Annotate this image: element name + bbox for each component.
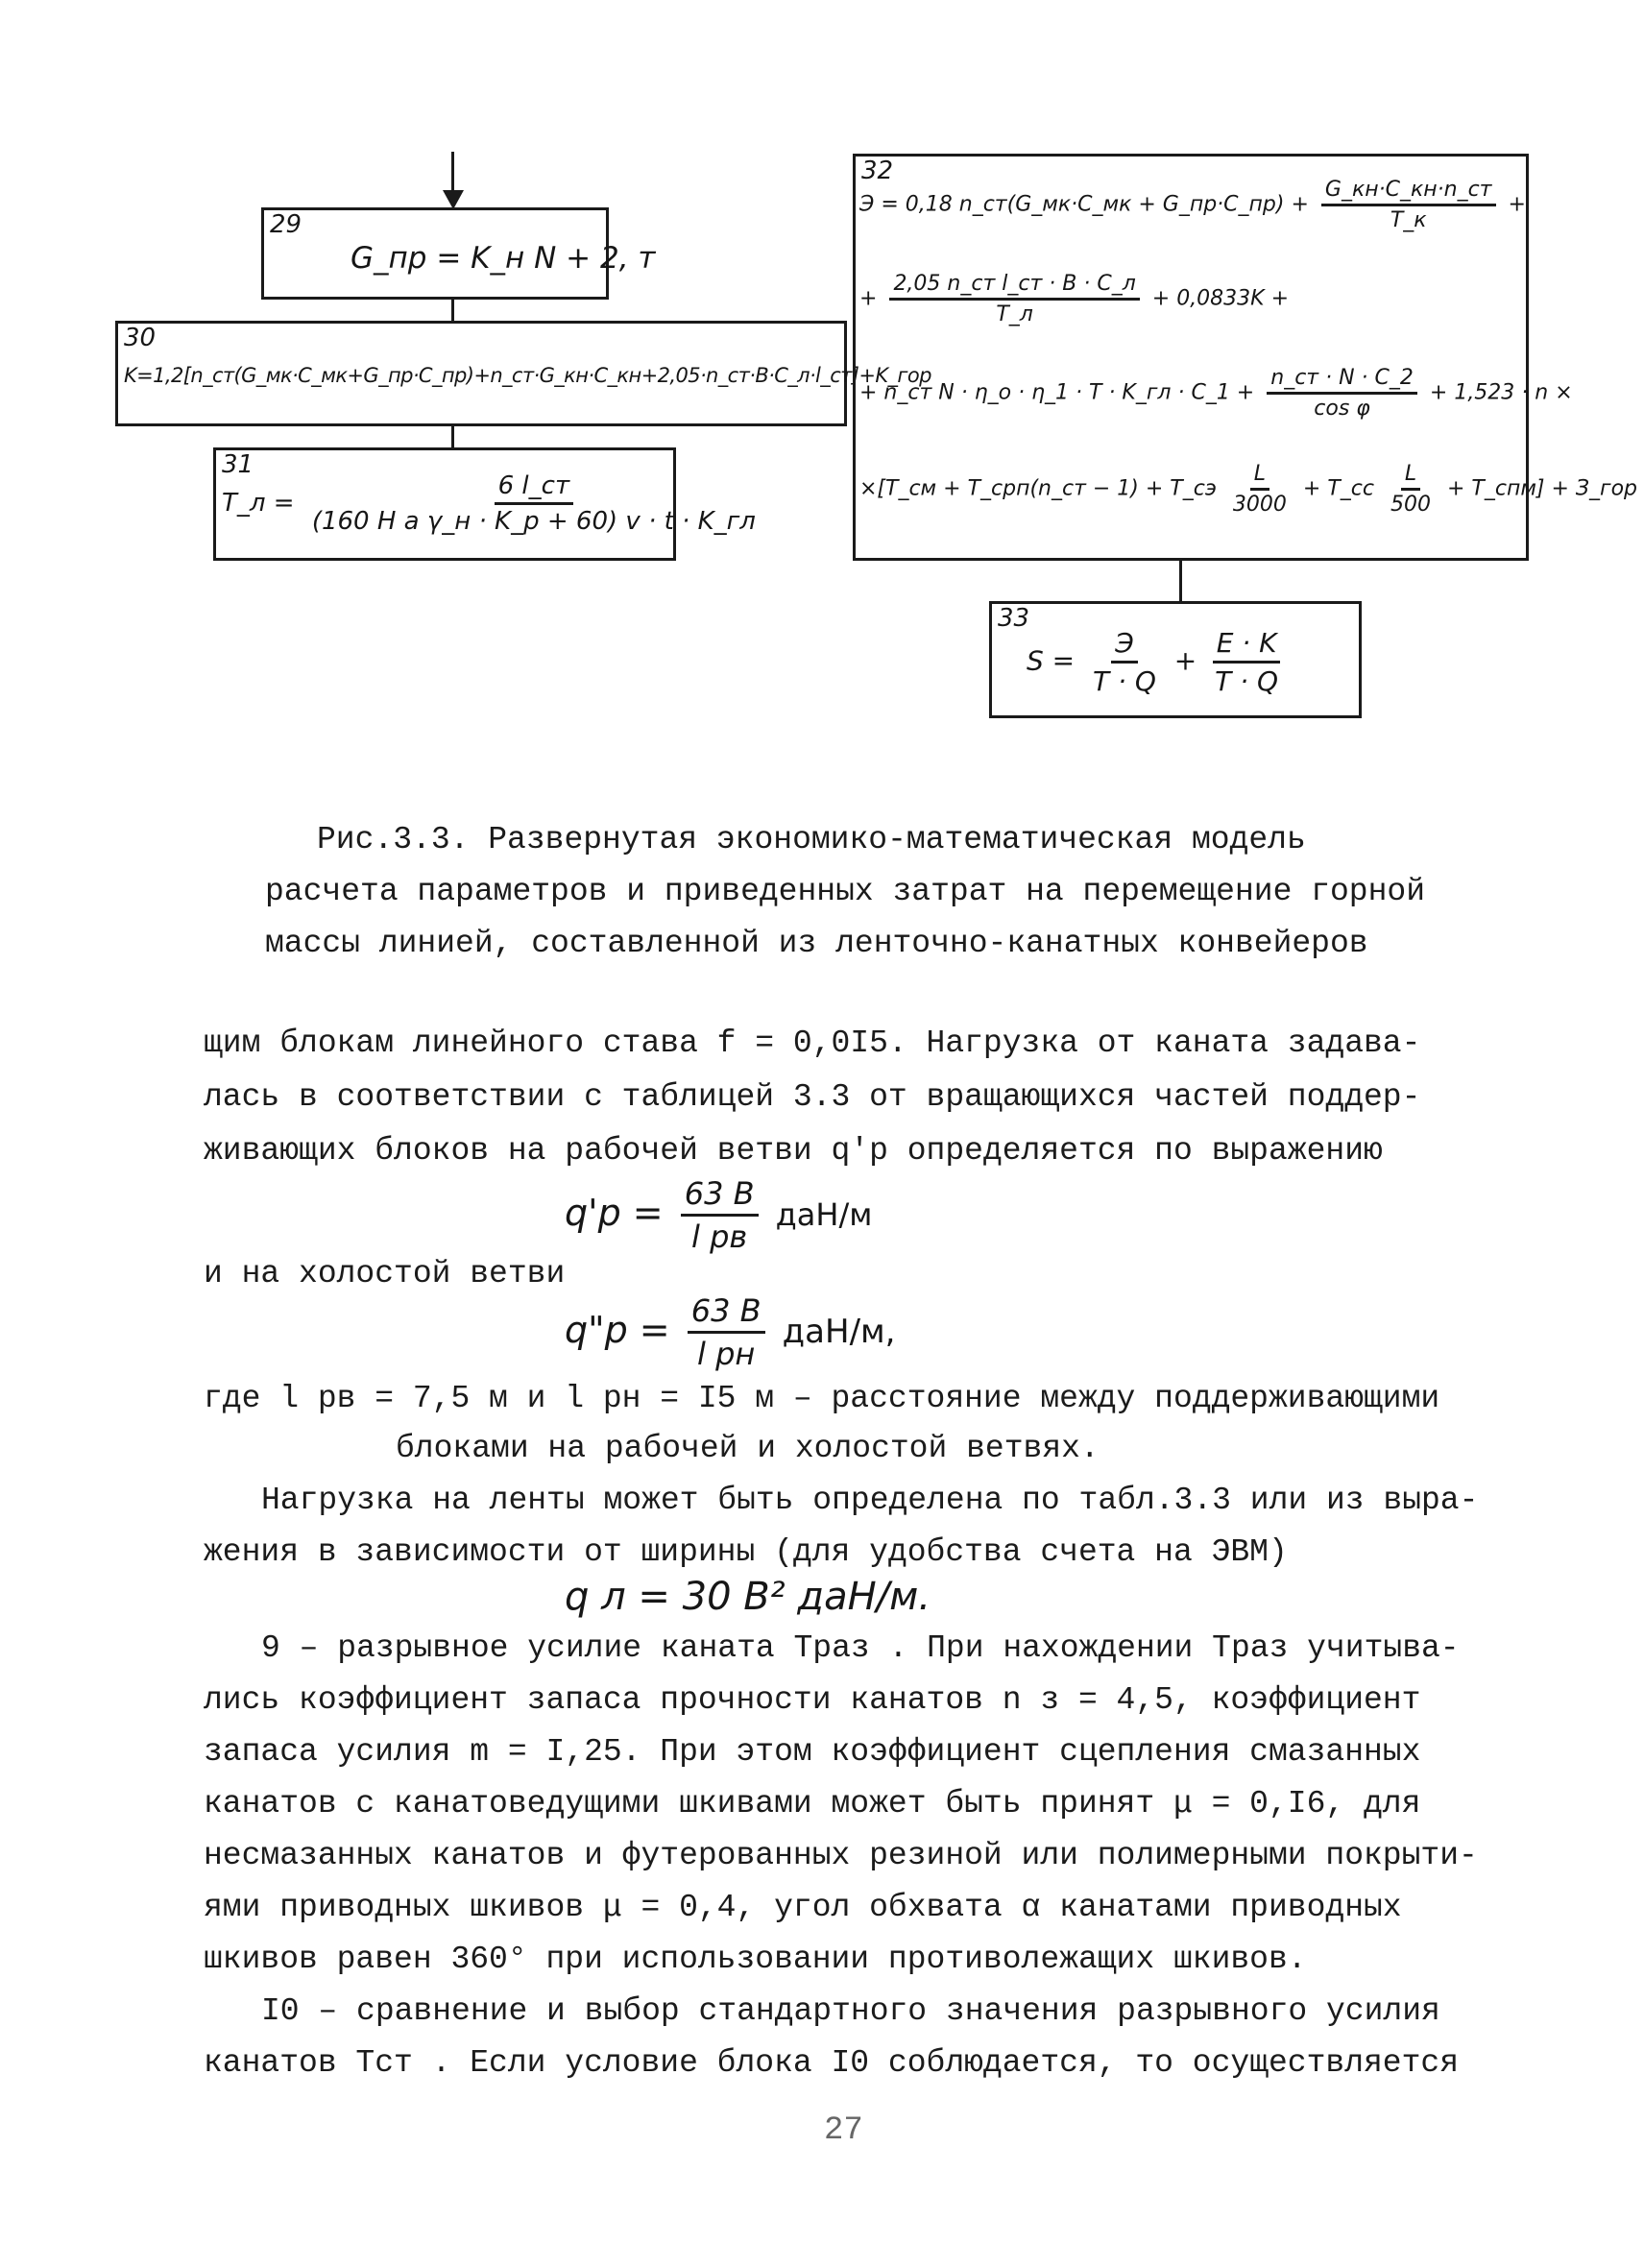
connector-29-30: [451, 300, 454, 323]
connector-30-31: [451, 426, 454, 449]
block-29-formula: G_пр = K_н N + 2, т: [351, 241, 656, 276]
block-31-numerator: 6 l_ст: [495, 471, 573, 505]
block-31-fraction: [308, 471, 760, 536]
block-number: 32: [861, 157, 894, 185]
block-31-formula: [222, 471, 765, 536]
block-31-denominator: (160 H a γ_н · K_p + 60) v · t · K_гл: [311, 507, 756, 536]
body-line: I0 – сравнение и выбор стандартного значения разрывного усилия: [261, 1993, 1440, 2029]
block-32-row-3: [859, 366, 1573, 421]
body-line: лись коэффициент запаса прочности канатов n з = 4,5, коэффициент: [204, 1682, 1421, 1718]
body-line: лась в соответствии с таблицей 3.3 от вращающихся частей поддер-: [204, 1079, 1421, 1115]
connector-32-33: [1179, 561, 1182, 603]
page-number: 27: [824, 2112, 863, 2149]
row-text: + 1,523 · n ×: [1429, 380, 1573, 405]
numerator: L: [1401, 462, 1420, 491]
caption-line: расчета параметров и приведенных затрат на перемещение горной: [265, 874, 1425, 909]
denominator: T_л: [996, 302, 1033, 326]
block-30: [115, 321, 931, 426]
block-31-lhs: T_л =: [222, 489, 295, 518]
caption-line: массы линией, составленной из ленточно-канатных конвейеров: [265, 926, 1368, 961]
numerator: 63 B: [681, 1175, 759, 1217]
equation-q-working: [565, 1175, 872, 1255]
body-line: блоками на рабочей и холостой ветвях.: [396, 1431, 1100, 1466]
row-fraction: [1321, 178, 1496, 232]
block-32: [853, 154, 1638, 561]
numerator: n_ст · N · C_2: [1267, 366, 1417, 395]
row-text: + T_сс: [1302, 476, 1374, 501]
denominator: T_к: [1390, 208, 1427, 232]
block-number: 33: [998, 604, 1030, 633]
fraction: [1211, 627, 1282, 697]
body-line: ями приводных шкивов μ = 0,4, угол обхвата α канатами приводных: [204, 1890, 1402, 1925]
denominator: 3000: [1232, 493, 1287, 517]
numerator: E · K: [1213, 627, 1281, 664]
body-line: живающих блоков на рабочей ветви q'р определяется по выражению: [204, 1133, 1383, 1169]
body-line: канатов Тст . Если условие блока I0 соблюдается, то осуществляется: [204, 2045, 1460, 2081]
body-line: 9 – разрывное усилие каната Траз . При нахождении Траз учитыва-: [261, 1630, 1460, 1666]
row-fraction: [1267, 366, 1417, 421]
numerator: 63 B: [688, 1292, 765, 1334]
denominator: l рн: [697, 1336, 756, 1372]
numerator: Э: [1111, 627, 1138, 664]
row-text: + n_ст N · η_о · η_1 · T · K_гл · C_1 +: [859, 380, 1255, 405]
row-text: ×[T_см + T_срп(n_ст − 1) + T_сэ: [859, 476, 1217, 501]
row-text: +: [859, 286, 878, 311]
figure-caption: [265, 814, 1517, 970]
denominator: T · Q: [1093, 665, 1156, 697]
denominator: l рв: [691, 1218, 748, 1255]
block-33-formula: [1027, 627, 1288, 697]
row-fraction: [889, 272, 1139, 326]
body-line: канатов с канатоведущими шкивами может быть принят μ = 0,I6, для: [204, 1786, 1421, 1822]
eq-unit: даН/м: [775, 1196, 873, 1233]
arrow-down-icon: [443, 190, 464, 209]
block-33: [989, 601, 1362, 718]
fraction: [1089, 627, 1160, 697]
plus-sign: +: [1173, 644, 1197, 677]
eq-unit: даН/м,: [782, 1313, 896, 1351]
row-text: Э = 0,18 n_ст(G_мк·C_мк + G_пр·C_пр) +: [859, 192, 1309, 217]
body-line: шкивов равен 360° при использовании противолежащих шкивов.: [204, 1942, 1307, 1977]
block-32-row-4: [859, 462, 1637, 517]
row-fraction: [1229, 462, 1291, 517]
equation-q-idle: [565, 1292, 896, 1372]
numerator: L: [1250, 462, 1269, 491]
row-text: + T_спм] + З_гор: [1446, 476, 1638, 501]
block-number: 29: [270, 210, 302, 239]
caption-line: Рис.3.3. Развернутая экономико-математическая модель: [317, 822, 1306, 857]
eq-fraction: [681, 1175, 759, 1255]
body-line: щим блокам линейного става f = 0,0I5. Нагрузка от каната задава-: [204, 1025, 1421, 1061]
block-32-row-1: [859, 178, 1526, 232]
body-line: где l рв = 7,5 м и l рн = I5 м – расстояние между поддерживающими: [204, 1381, 1440, 1416]
body-line: и на холостой ветви: [204, 1256, 566, 1291]
block-30-formula: K=1,2[n_ст(G_мк·C_мк+G_пр·C_пр)+n_ст·G_кн·C_кн+2,05·n_ст·B·C_л·l_ст]+K_гор: [124, 364, 931, 387]
row-fraction: [1387, 462, 1435, 517]
body-line: несмазанных канатов и футерованных резиной или полимерными покрыти-: [204, 1838, 1478, 1873]
eq-lhs: q'р =: [565, 1192, 664, 1234]
body-line: Нагрузка на ленты может быть определена по табл.3.3 или из выра-: [261, 1483, 1479, 1518]
block-32-row-2: [859, 272, 1289, 326]
equation-q-belt: q л = 30 B² даН/м.: [565, 1575, 931, 1619]
numerator: G_кн·C_кн·n_ст: [1321, 178, 1496, 206]
denominator: T · Q: [1215, 665, 1279, 697]
denominator: 500: [1390, 493, 1431, 517]
block-number: 31: [222, 450, 254, 479]
row-text: +: [1508, 192, 1526, 217]
row-text: + 0,0833K +: [1151, 286, 1290, 311]
eq-lhs: q"р =: [565, 1309, 670, 1351]
block-number: 30: [124, 324, 157, 352]
eq-fraction: [688, 1292, 765, 1372]
denominator: cos φ: [1314, 397, 1370, 421]
body-line: жения в зависимости от ширины (для удобства счета на ЭВМ): [204, 1534, 1288, 1570]
block-31: [213, 447, 756, 561]
numerator: 2,05 n_ст l_ст · B · C_л: [889, 272, 1139, 301]
body-line: запаса усилия m = I,25. При этом коэффициент сцепления смазанных: [204, 1734, 1421, 1770]
lhs: S =: [1027, 644, 1076, 677]
block-29: [261, 207, 656, 300]
